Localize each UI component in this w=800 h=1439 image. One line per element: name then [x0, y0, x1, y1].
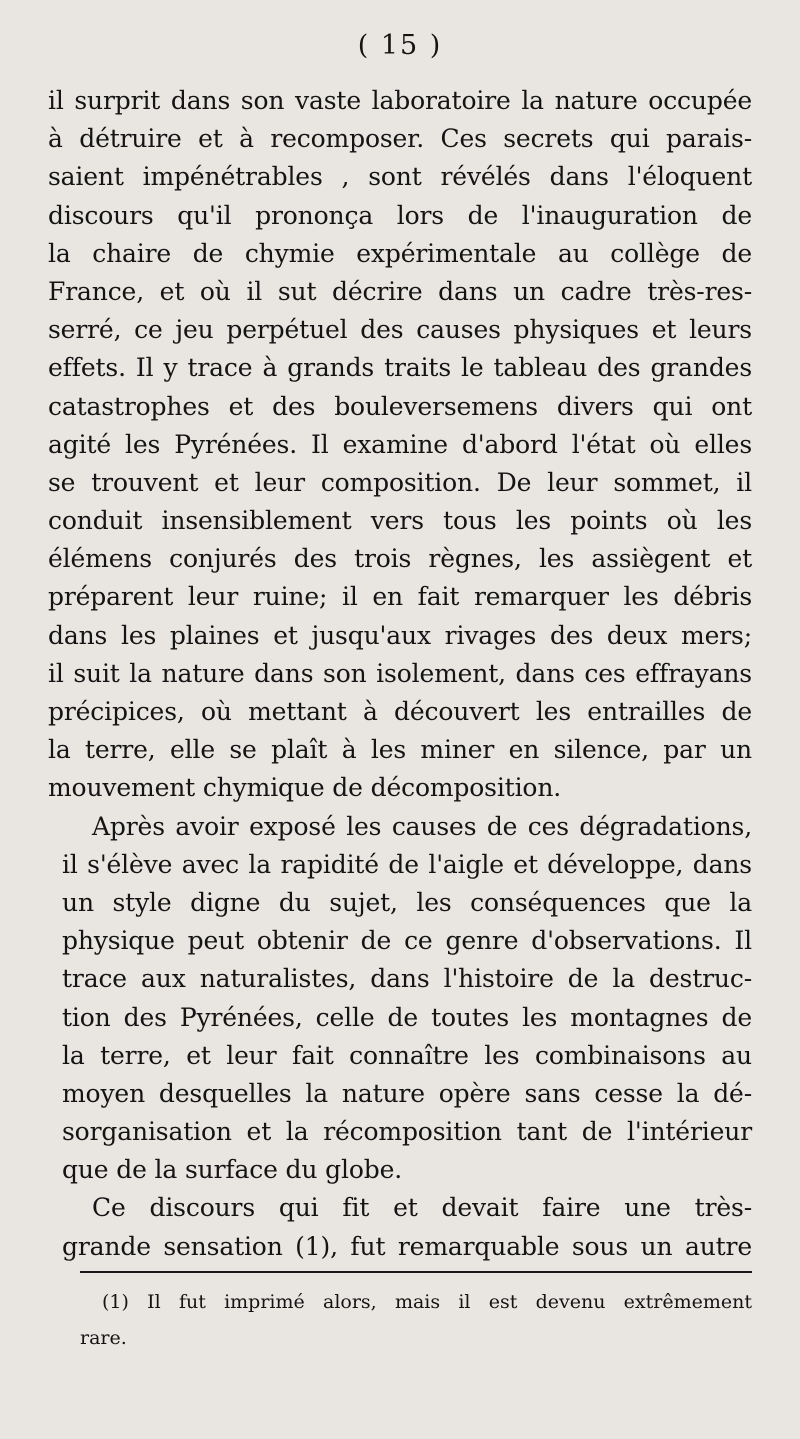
paragraph-1: [48, 82, 752, 808]
body-text: [48, 82, 752, 1266]
text-line: à détruire et à recomposer. Ces secrets qui parais-: [48, 124, 752, 154]
paragraph-3: [48, 1189, 752, 1265]
text-line: tion des Pyrénées, celle de toutes les montagnes de: [62, 1002, 752, 1032]
text-line: élémens conjurés des trois règnes, les assiègent et: [48, 544, 752, 574]
text-line: physique peut obtenir de ce genre d'observations. Il: [62, 926, 752, 956]
text-line: précipices, où mettant à découvert les entrailles de: [48, 697, 752, 726]
text-line: agité les Pyrénées. Il examine d'abord l'état où elles: [48, 429, 752, 459]
text-line: Après avoir exposé les causes de ces dégradations,: [92, 811, 752, 841]
footnote-line: (1) Il fut imprimé alors, mais il est devenu extrêmement: [102, 1291, 752, 1313]
text-line: moyen desquelles la nature opère sans cesse la dé-: [62, 1078, 752, 1108]
text-line: effets. Il y trace à grands traits le tableau des grandes: [48, 353, 752, 383]
text-line: conduit insensiblement vers tous les points où les: [48, 506, 752, 536]
text-line: grande sensation (1), fut remarquable sous un autre: [62, 1231, 752, 1261]
text-line: un style digne du sujet, les conséquences que la: [62, 887, 752, 917]
page-number: ( 15 ): [357, 30, 443, 61]
text-line: trace aux naturalistes, dans l'histoire de la destruc-: [62, 964, 752, 994]
text-line: se trouvent et leur composition. De leur sommet, il: [48, 467, 752, 497]
text-line: saient impénétrables , sont révélés dans l'éloquent: [48, 162, 752, 192]
text-line: Ce discours qui fit et devait faire une très-: [92, 1193, 752, 1223]
text-line: il s'élève avec la rapidité de l'aigle et développe, dans: [62, 849, 752, 879]
footnote-line: rare.: [80, 1327, 127, 1349]
text-line: dans les plaines et jusqu'aux rivages des deux mers;: [48, 620, 752, 650]
text-line: préparent leur ruine; il en fait remarquer les débris: [48, 582, 752, 612]
footnote-rule: [80, 1271, 752, 1273]
text-line: la terre, elle se plaît à les miner en silence, par un: [48, 735, 752, 765]
text-line: discours qu'il prononça lors de l'inauguration de: [48, 200, 752, 230]
text-line: la chaire de chymie expérimentale au collège de: [48, 238, 752, 268]
text-line: il surprit dans son vaste laboratoire la nature occupée: [48, 86, 752, 115]
text-line: mouvement chymique de décomposition.: [48, 773, 562, 803]
text-line: la terre, et leur fait connaître les combinaisons au: [62, 1040, 752, 1070]
text-line: serré, ce jeu perpétuel des causes physiques et leurs: [48, 315, 752, 345]
text-line: il suit la nature dans son isolement, dans ces effrayans: [48, 658, 752, 688]
text-line: que de la surface du globe.: [62, 1155, 403, 1185]
footnote: [80, 1284, 752, 1356]
paragraph-2: [48, 808, 752, 1190]
text-line: France, et où il sut décrire dans un cadre très-res-: [48, 276, 752, 306]
text-line: sorganisation et la récomposition tant de l'intérieur: [62, 1117, 752, 1147]
text-line: catastrophes et des bouleversemens divers qui ont: [48, 391, 752, 421]
